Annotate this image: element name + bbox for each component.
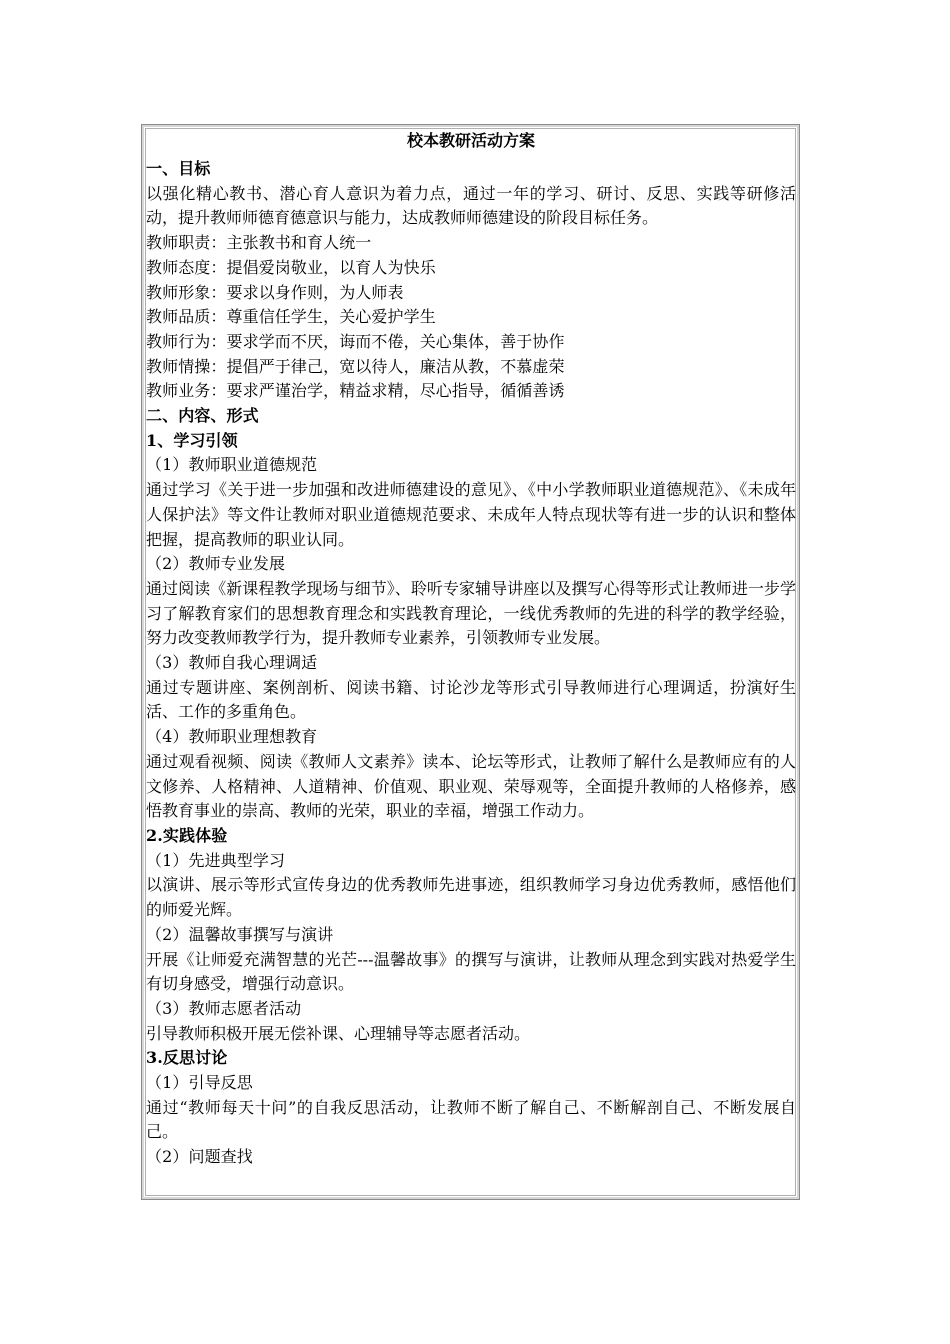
- document-title: 校本教研活动方案: [406, 131, 535, 150]
- goal-item-quality: 教师品质：尊重信任学生，关心爱护学生: [146, 307, 436, 327]
- item-heading-problems: （2）问题查找: [146, 1147, 253, 1167]
- reflect-paragraph: 通过“教师每天十问”的自我反思活动，让教师不断了解自己、不断解剖自己、不断发展自己。: [146, 1097, 796, 1142]
- ideals-paragraph: 通过观看视频、阅读《教师人文素养》读本、论坛等形式，让教师了解什么是教师应有的人文修养、人格精神、人道精神、价值观、职业观、荣辱观等，全面提升教师的人格修养，感悟教育事业的崇高、教师的光荣，职业的幸福，增强工作动力。: [146, 751, 796, 821]
- item-heading-psychology: （3）教师自我心理调适: [146, 653, 318, 673]
- goal-item-sentiment: 教师情操：提倡严于律己，宽以待人，廉洁从教，不慕虚荣: [146, 356, 565, 376]
- stories-paragraph: 开展《让师爱充满智慧的光芒---温馨故事》的撰写与演讲，让教师从理念到实践对热爱学生有切身感受，增强行动意识。: [146, 949, 796, 994]
- goals-paragraph: 以强化精心教书、潜心育人意识为着力点，通过一年的学习、研讨、反思、实践等研修活动，提升教师师德育德意识与能力，达成教师师德建设的阶段目标任务。: [146, 183, 796, 228]
- volunteer-paragraph: 引导教师积极开展无偿补课、心理辅导等志愿者活动。: [146, 1023, 531, 1043]
- item-heading-ethics: （1）教师职业道德规范: [146, 455, 318, 475]
- ethics-paragraph: 通过学习《关于进一步加强和改进师德建设的意见》、《中小学教师职业道德规范》、《未成年人保护法》等文件让教师对职业道德规范要求、未成年人特点现状等有进一步的认识和整体把握，提高教师的职业认同。: [146, 480, 796, 549]
- item-heading-reflect: （1）引导反思: [146, 1073, 253, 1093]
- section-heading-goals: 一、目标: [146, 159, 211, 178]
- subsection-heading-study: 1、学习引领: [146, 430, 238, 450]
- item-heading-stories: （2）温馨故事撰写与演讲: [146, 924, 334, 944]
- models-paragraph: 以演讲、展示等形式宣传身边的优秀教师先进事迹，组织教师学习身边优秀教师，感悟他们的师爱光辉。: [146, 875, 796, 920]
- document-table-frame: [141, 124, 800, 1200]
- item-heading-volunteer: （3）教师志愿者活动: [146, 998, 302, 1018]
- document-content: [146, 129, 796, 1170]
- subsection-heading-practice: 2.实践体验: [146, 825, 228, 845]
- goal-item-work: 教师业务：要求严谨治学，精益求精，尽心指导，循循善诱: [146, 381, 565, 401]
- item-heading-ideals: （4）教师职业理想教育: [146, 727, 318, 747]
- section-heading-content: 二、内容、形式: [146, 406, 259, 426]
- item-heading-models: （1）先进典型学习: [146, 850, 286, 870]
- goal-item-attitude: 教师态度：提倡爱岗敬业，以育人为快乐: [146, 257, 436, 277]
- item-heading-professional: （2）教师专业发展: [146, 554, 286, 574]
- subsection-heading-reflection: 3.反思讨论: [146, 1048, 228, 1068]
- goal-item-behavior: 教师行为：要求学而不厌，诲而不倦，关心集体，善于协作: [146, 331, 565, 351]
- goal-item-duty: 教师职责：主张教书和育人统一: [146, 233, 372, 253]
- psychology-paragraph: 通过专题讲座、案例剖析、阅读书籍、讨论沙龙等形式引导教师进行心理调适，扮演好生活、工作的多重角色。: [146, 677, 796, 722]
- goal-item-image: 教师形象：要求以身作则，为人师表: [146, 282, 404, 302]
- professional-paragraph: 通过阅读《新课程教学现场与细节》、聆听专家辅导讲座以及撰写心得等形式让教师进一步学习了解教育家们的思想教育理念和实践教育理论，一线优秀教师的先进的科学的教学经验，努力改变教师教学行为，提升教师专业素养，引领教师专业发展。: [146, 578, 796, 648]
